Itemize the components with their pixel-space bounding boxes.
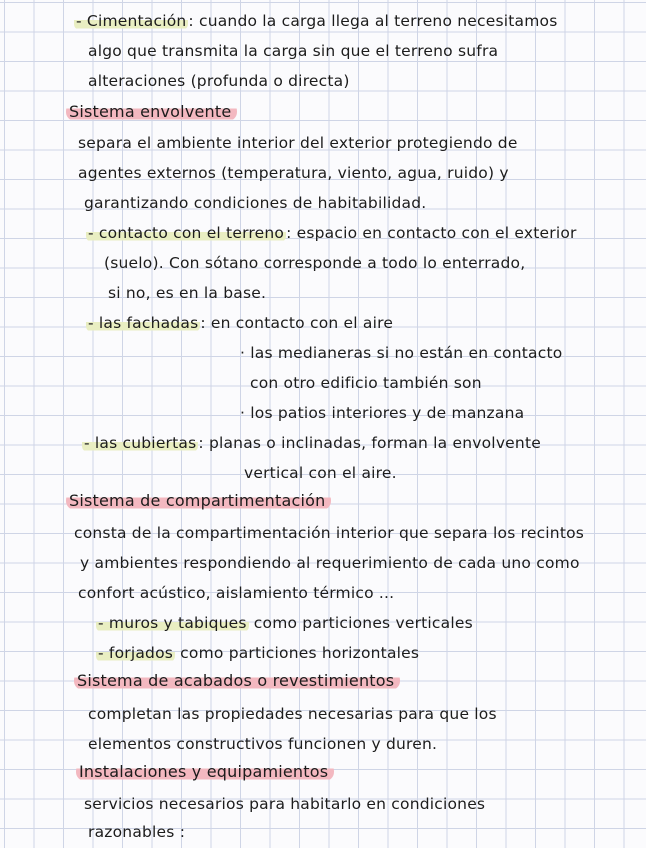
fachadas-bullet-1b: con otro edificio también son bbox=[250, 374, 482, 392]
contacto-line-3: si no, es en la base. bbox=[108, 284, 267, 302]
fachadas-term: - las fachadas bbox=[88, 314, 199, 332]
instalaciones-body-2: razonables : bbox=[88, 823, 186, 841]
acabados-body-1: completan las propiedades necesarias para que los bbox=[88, 705, 497, 723]
fachadas-bullet-2: · los patios interiores y de manzana bbox=[240, 404, 525, 422]
contacto-term: - contacto con el terreno bbox=[88, 224, 285, 242]
fachadas-line-1: - las fachadas : en contacto con el aire bbox=[88, 314, 394, 332]
envolvente-body-3: garantizando condiciones de habitabilidad. bbox=[84, 194, 427, 212]
cubiertas-term: - las cubiertas bbox=[84, 434, 197, 452]
cimentacion-term: - Cimentación bbox=[76, 12, 187, 30]
cubiertas-line-2: vertical con el aire. bbox=[244, 464, 397, 482]
cimentacion-definition: : cuando la carga llega al terreno necesitamos bbox=[188, 12, 558, 30]
forjados-line: - forjados como particiones horizontales bbox=[98, 644, 420, 662]
acabados-body-2: elementos constructivos funcionen y duren. bbox=[88, 735, 438, 753]
heading-instalaciones: Instalaciones y equipamientos bbox=[76, 761, 334, 783]
muros-term: - muros y tabiques bbox=[98, 614, 247, 632]
envolvente-body-2: agentes externos (temperatura, viento, agua, ruido) y bbox=[78, 164, 509, 182]
cubiertas-line-1: - las cubiertas : planas o inclinadas, forman la envolvente bbox=[84, 434, 541, 452]
compartimentacion-body-1: consta de la compartimentación interior que separa los recintos bbox=[74, 524, 585, 542]
compartimentacion-body-2: y ambientes respondiendo al requerimiento de cada uno como bbox=[80, 554, 580, 572]
contacto-line-1: - contacto con el terreno : espacio en contacto con el exterior bbox=[88, 224, 577, 242]
cimentacion-line-1 bbox=[74, 10, 558, 32]
heading-envolvente: Sistema envolvente bbox=[66, 101, 237, 123]
compartimentacion-body-3: confort acústico, aislamiento térmico ... bbox=[78, 584, 395, 602]
forjados-term: - forjados bbox=[98, 644, 174, 662]
contacto-line-2: (suelo). Con sótano corresponde a todo lo enterrado, bbox=[104, 254, 526, 272]
heading-compartimentacion: Sistema de compartimentación bbox=[66, 490, 331, 512]
heading-acabados: Sistema de acabados o revestimientos bbox=[74, 670, 400, 692]
muros-line: - muros y tabiques como particiones verticales bbox=[98, 614, 473, 632]
fachadas-bullet-1: · las medianeras si no están en contacto bbox=[240, 344, 563, 362]
cimentacion-line-2: algo que transmita la carga sin que el terreno sufra bbox=[88, 42, 499, 60]
cimentacion-line-3: alteraciones (profunda o directa) bbox=[88, 72, 350, 90]
envolvente-body-1: separa el ambiente interior del exterior protegiendo de bbox=[78, 134, 518, 152]
instalaciones-body-1: servicios necesarios para habitarlo en condiciones bbox=[84, 795, 486, 813]
